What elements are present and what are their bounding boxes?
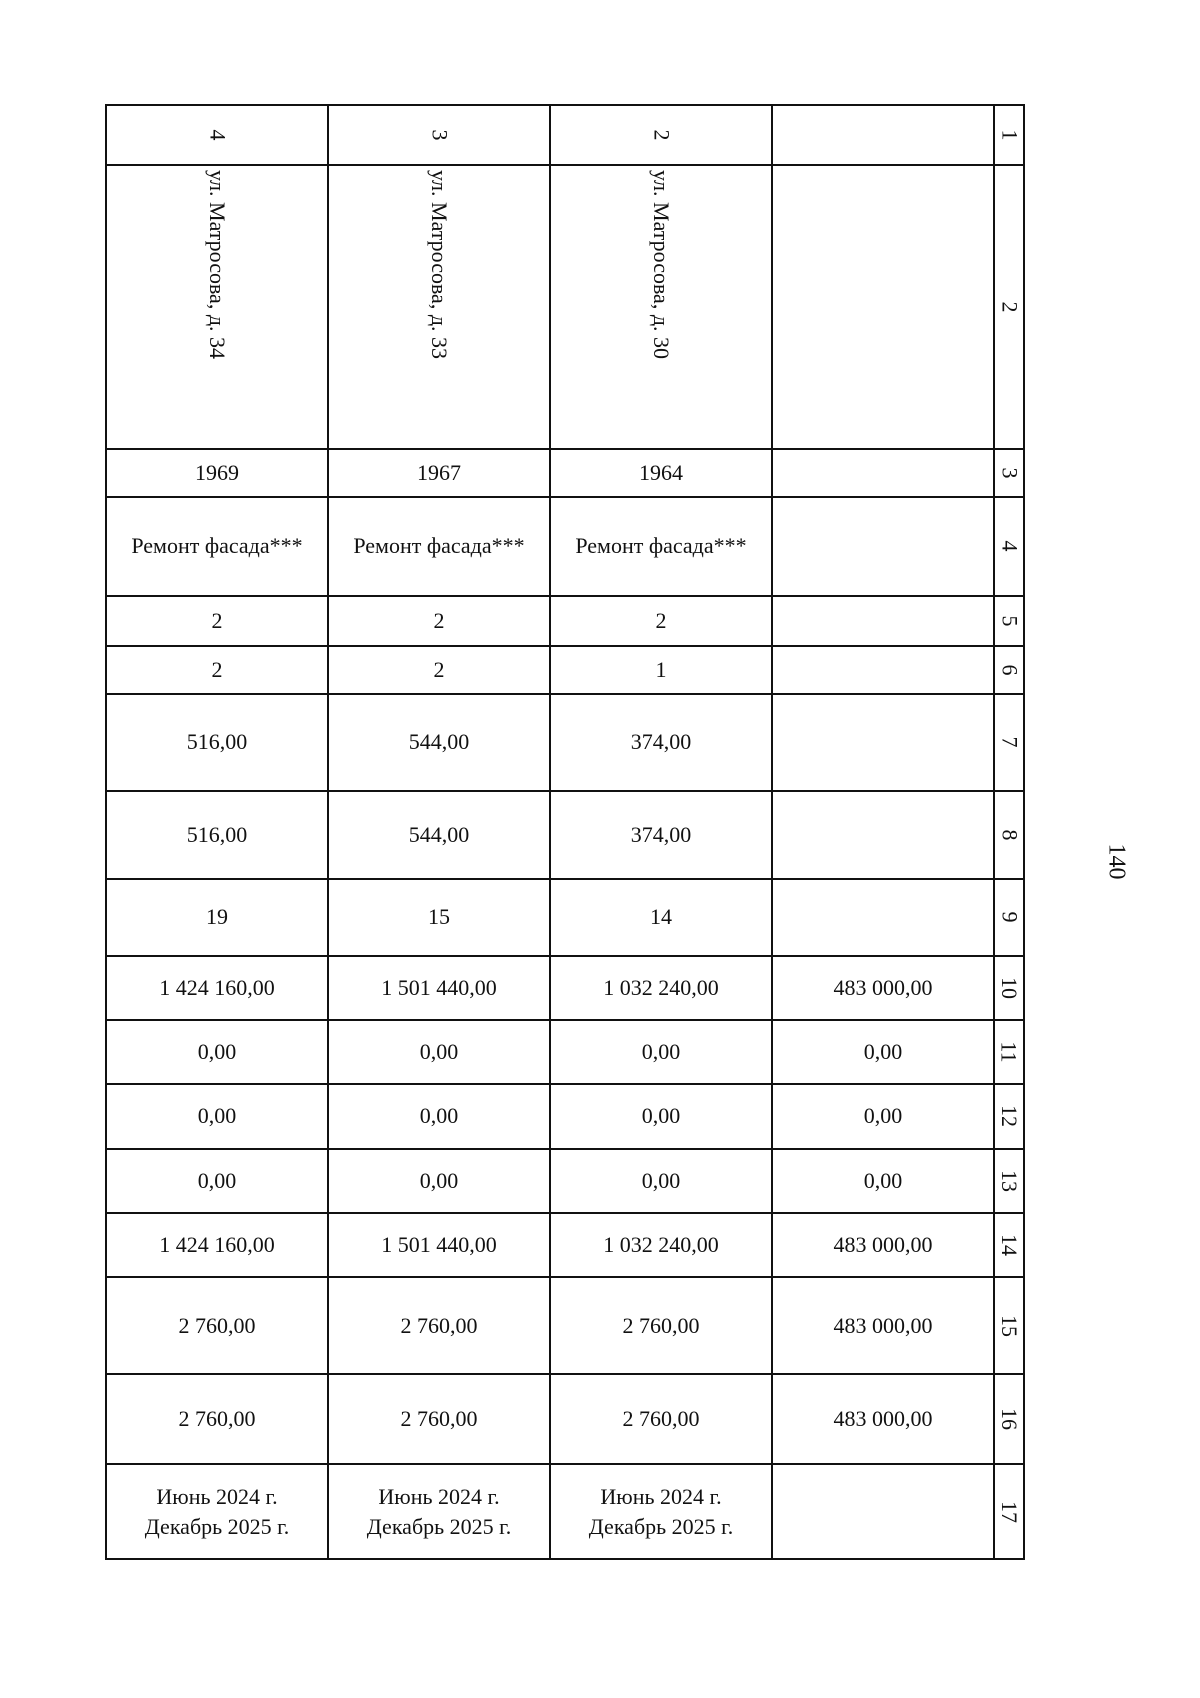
cell-number bbox=[772, 105, 994, 165]
period-start: Июнь 2024 г. bbox=[156, 1483, 278, 1509]
column-index: 16 bbox=[994, 1374, 1024, 1464]
column-index: 8 bbox=[994, 791, 1024, 879]
cell-address bbox=[772, 165, 994, 449]
column-index: 15 bbox=[994, 1277, 1024, 1374]
column-index: 12 bbox=[994, 1084, 1024, 1148]
cell-value: 1 501 440,00 bbox=[328, 1213, 550, 1277]
column-index: 1 bbox=[994, 105, 1024, 165]
cell-value: 0,00 bbox=[106, 1084, 328, 1148]
cell-value: 483 000,00 bbox=[772, 956, 994, 1020]
cell-address: ул. Матросова, д. 30 bbox=[550, 165, 772, 449]
cell-value: 0,00 bbox=[550, 1020, 772, 1084]
cell-value: 0,00 bbox=[772, 1020, 994, 1084]
cell-value: 0,00 bbox=[550, 1084, 772, 1148]
cell-value bbox=[772, 791, 994, 879]
table-row bbox=[106, 449, 1024, 497]
table-row bbox=[106, 646, 1024, 694]
cell-value: 483 000,00 bbox=[772, 1374, 994, 1464]
cell-value: 2 760,00 bbox=[550, 1277, 772, 1374]
cell-address: ул. Матросова, д. 34 bbox=[106, 165, 328, 449]
cell-value: 1 bbox=[550, 646, 772, 694]
cell-value bbox=[772, 879, 994, 955]
period-start: Июнь 2024 г. bbox=[378, 1483, 500, 1509]
cell-value: 0,00 bbox=[772, 1084, 994, 1148]
cell-number: 2 bbox=[550, 105, 772, 165]
cell-value: 2 760,00 bbox=[106, 1374, 328, 1464]
cell-value: 0,00 bbox=[328, 1149, 550, 1213]
cell-value: 2 760,00 bbox=[550, 1374, 772, 1464]
table-row bbox=[106, 791, 1024, 879]
cell-work-type bbox=[772, 497, 994, 596]
table-row bbox=[106, 1020, 1024, 1084]
cell-value: 374,00 bbox=[550, 694, 772, 791]
column-index: 11 bbox=[994, 1020, 1024, 1084]
cell-value: 2 760,00 bbox=[106, 1277, 328, 1374]
column-index: 17 bbox=[994, 1464, 1024, 1559]
table-row bbox=[106, 1084, 1024, 1148]
column-index: 3 bbox=[994, 449, 1024, 497]
cell-value: 14 bbox=[550, 879, 772, 955]
table-row bbox=[106, 596, 1024, 646]
cell-period bbox=[550, 1464, 772, 1559]
period-start: Июнь 2024 г. bbox=[600, 1483, 722, 1509]
cell-work-type: Ремонт фасада*** bbox=[328, 497, 550, 596]
table-row bbox=[106, 956, 1024, 1020]
cell-value: 0,00 bbox=[106, 1149, 328, 1213]
table-row bbox=[106, 1374, 1024, 1464]
cell-value: 1 032 240,00 bbox=[550, 956, 772, 1020]
cell-number: 4 bbox=[106, 105, 328, 165]
table-row bbox=[106, 1213, 1024, 1277]
table-row bbox=[106, 879, 1024, 955]
cell-value: 516,00 bbox=[106, 694, 328, 791]
cell-value: 2 bbox=[328, 646, 550, 694]
cell-value: 15 bbox=[328, 879, 550, 955]
period-end: Декабрь 2025 г. bbox=[588, 1513, 734, 1539]
cell-value: 2 bbox=[106, 596, 328, 646]
cell-value: 1 424 160,00 bbox=[106, 1213, 328, 1277]
cell-value: 2 760,00 bbox=[328, 1277, 550, 1374]
cell-value: 0,00 bbox=[328, 1020, 550, 1084]
cell-value bbox=[772, 646, 994, 694]
cell-value: 1 424 160,00 bbox=[106, 956, 328, 1020]
period-end: Декабрь 2025 г. bbox=[144, 1513, 290, 1539]
cell-value: 483 000,00 bbox=[772, 1277, 994, 1374]
repair-table bbox=[105, 104, 1025, 1560]
column-index: 10 bbox=[994, 956, 1024, 1020]
table-row bbox=[106, 1277, 1024, 1374]
cell-year: 1964 bbox=[550, 449, 772, 497]
cell-period bbox=[772, 1464, 994, 1559]
table-row bbox=[106, 497, 1024, 596]
page-number: 140 bbox=[1103, 843, 1130, 880]
cell-period bbox=[328, 1464, 550, 1559]
table-row bbox=[106, 694, 1024, 791]
column-index: 5 bbox=[994, 596, 1024, 646]
cell-value: 2 760,00 bbox=[328, 1374, 550, 1464]
table-row bbox=[106, 1464, 1024, 1559]
cell-year: 1969 bbox=[106, 449, 328, 497]
cell-number: 3 bbox=[328, 105, 550, 165]
table-row bbox=[106, 105, 1024, 165]
table-row bbox=[106, 1149, 1024, 1213]
cell-value bbox=[772, 596, 994, 646]
cell-period bbox=[106, 1464, 328, 1559]
cell-value: 2 bbox=[550, 596, 772, 646]
cell-year: 1967 bbox=[328, 449, 550, 497]
rotated-table-sheet bbox=[105, 104, 1023, 1560]
column-index: 2 bbox=[994, 165, 1024, 449]
cell-value: 0,00 bbox=[550, 1149, 772, 1213]
cell-value: 0,00 bbox=[106, 1020, 328, 1084]
table-row bbox=[106, 165, 1024, 449]
period-end: Декабрь 2025 г. bbox=[366, 1513, 512, 1539]
cell-address: ул. Матросова, д. 33 bbox=[328, 165, 550, 449]
cell-value: 544,00 bbox=[328, 791, 550, 879]
column-index: 9 bbox=[994, 879, 1024, 955]
column-index: 14 bbox=[994, 1213, 1024, 1277]
cell-value: 0,00 bbox=[328, 1084, 550, 1148]
cell-value: 0,00 bbox=[772, 1149, 994, 1213]
cell-value: 374,00 bbox=[550, 791, 772, 879]
cell-value: 19 bbox=[106, 879, 328, 955]
cell-value: 2 bbox=[106, 646, 328, 694]
cell-value bbox=[772, 694, 994, 791]
cell-work-type: Ремонт фасада*** bbox=[550, 497, 772, 596]
column-index: 7 bbox=[994, 694, 1024, 791]
column-index: 13 bbox=[994, 1149, 1024, 1213]
cell-value: 1 032 240,00 bbox=[550, 1213, 772, 1277]
cell-value: 1 501 440,00 bbox=[328, 956, 550, 1020]
column-index: 4 bbox=[994, 497, 1024, 596]
cell-value: 516,00 bbox=[106, 791, 328, 879]
cell-value: 2 bbox=[328, 596, 550, 646]
column-index: 6 bbox=[994, 646, 1024, 694]
cell-value: 544,00 bbox=[328, 694, 550, 791]
cell-year bbox=[772, 449, 994, 497]
cell-work-type: Ремонт фасада*** bbox=[106, 497, 328, 596]
cell-value: 483 000,00 bbox=[772, 1213, 994, 1277]
